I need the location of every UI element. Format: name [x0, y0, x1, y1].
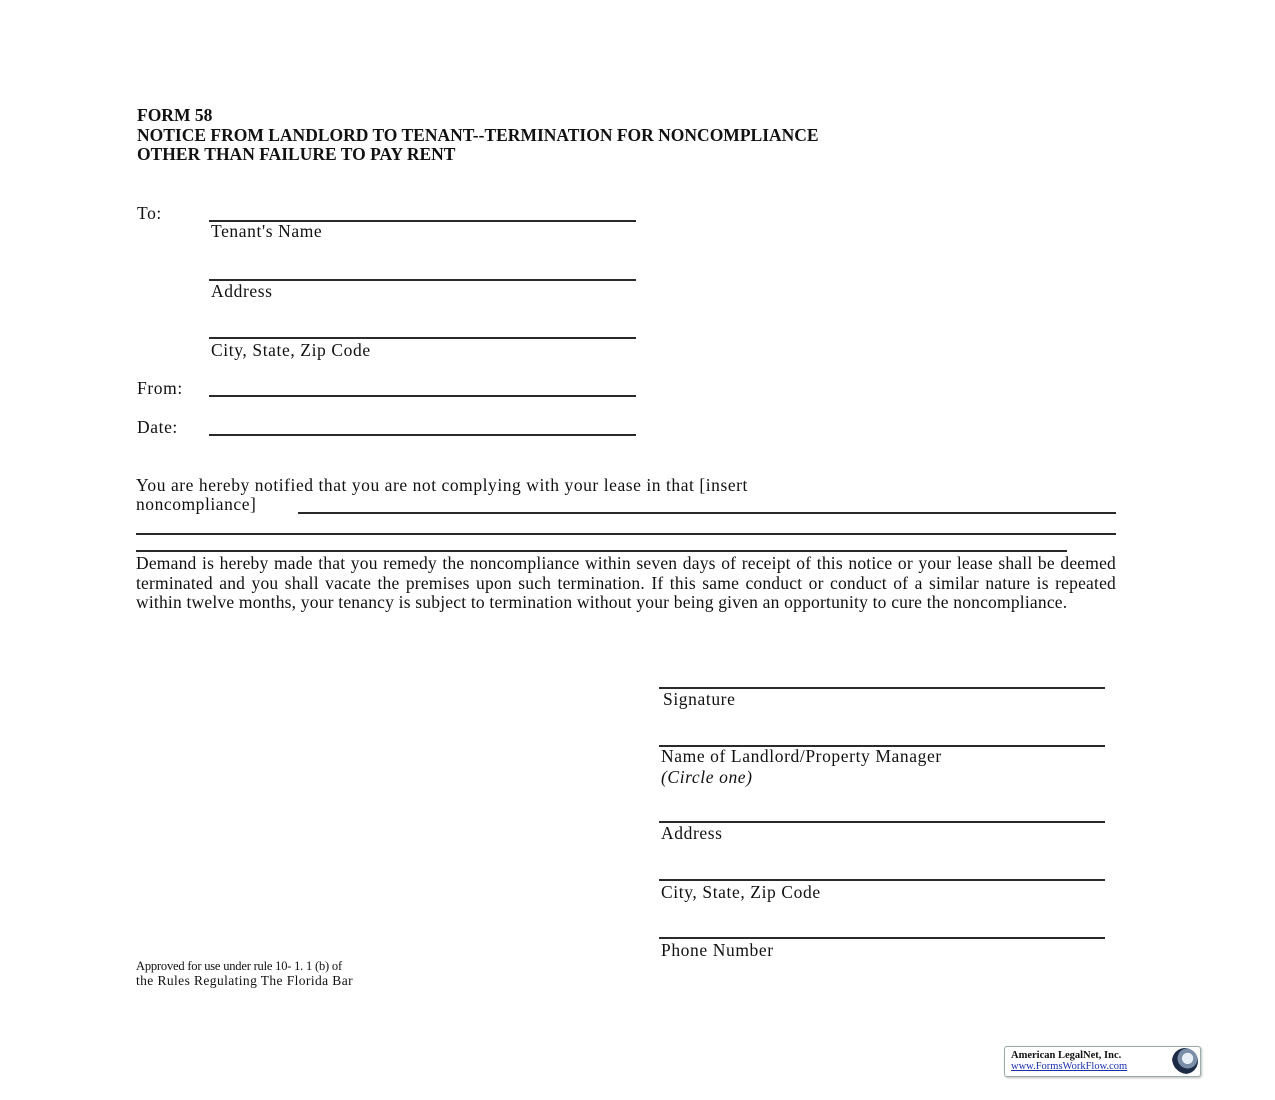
noncompliance-field-line2[interactable] — [136, 533, 1116, 535]
approval-line1: Approved for use under rule 10- 1. 1 (b) of — [136, 959, 342, 973]
demand-paragraph: Demand is hereby made that you remedy the noncompliance within seven days of receipt of this notice or your lease shall be deemed terminated and you shall vacate the premises upon such termination. If this same conduct or conduct of a similar nature is repeated within twelve months, your tenancy is subject to termination without your being given an opportunity to cure the noncompliance. — [136, 553, 1116, 612]
tenant-city-caption: City, State, Zip Code — [211, 340, 371, 360]
from-label: From: — [137, 378, 183, 398]
notice-line2-prefix: noncompliance] — [136, 494, 257, 514]
notice-line1: You are hereby notified that you are not complying with your lease in that [insert — [136, 475, 748, 495]
date-label: Date: — [137, 417, 178, 437]
from-field[interactable] — [209, 395, 636, 397]
badge-url-link[interactable]: www.FormsWorkFlow.com — [1011, 1061, 1128, 1072]
badge-company: American LegalNet, Inc. — [1011, 1050, 1122, 1061]
tenant-city-field[interactable] — [209, 337, 636, 339]
phone-caption: Phone Number — [661, 940, 774, 960]
tenant-name-caption: Tenant's Name — [211, 221, 323, 241]
landlord-address-field[interactable] — [659, 821, 1105, 823]
landlord-name-caption: Name of Landlord/Property Manager — [661, 746, 942, 766]
globe-logo-icon — [1172, 1048, 1198, 1074]
tenant-address-caption: Address — [211, 281, 273, 301]
date-field[interactable] — [209, 434, 636, 436]
noncompliance-field-line1[interactable] — [298, 512, 1116, 514]
legalnet-badge[interactable] — [1004, 1046, 1201, 1077]
phone-field[interactable] — [659, 937, 1105, 939]
to-label: To: — [137, 203, 162, 223]
noncompliance-field-line3[interactable] — [136, 550, 1067, 552]
circle-one-note: (Circle one) — [661, 767, 753, 787]
landlord-city-caption: City, State, Zip Code — [661, 882, 821, 902]
signature-caption: Signature — [663, 689, 736, 709]
approval-line2: the Rules Regulating The Florida Bar — [136, 973, 353, 988]
landlord-address-caption: Address — [661, 823, 723, 843]
tenant-address-field[interactable] — [209, 279, 636, 281]
form-title-line2: OTHER THAN FAILURE TO PAY RENT — [137, 144, 456, 164]
landlord-city-field[interactable] — [659, 879, 1105, 881]
form-number: FORM 58 — [137, 105, 213, 125]
form-title-line1: NOTICE FROM LANDLORD TO TENANT--TERMINATION FOR NONCOMPLIANCE — [137, 125, 819, 145]
